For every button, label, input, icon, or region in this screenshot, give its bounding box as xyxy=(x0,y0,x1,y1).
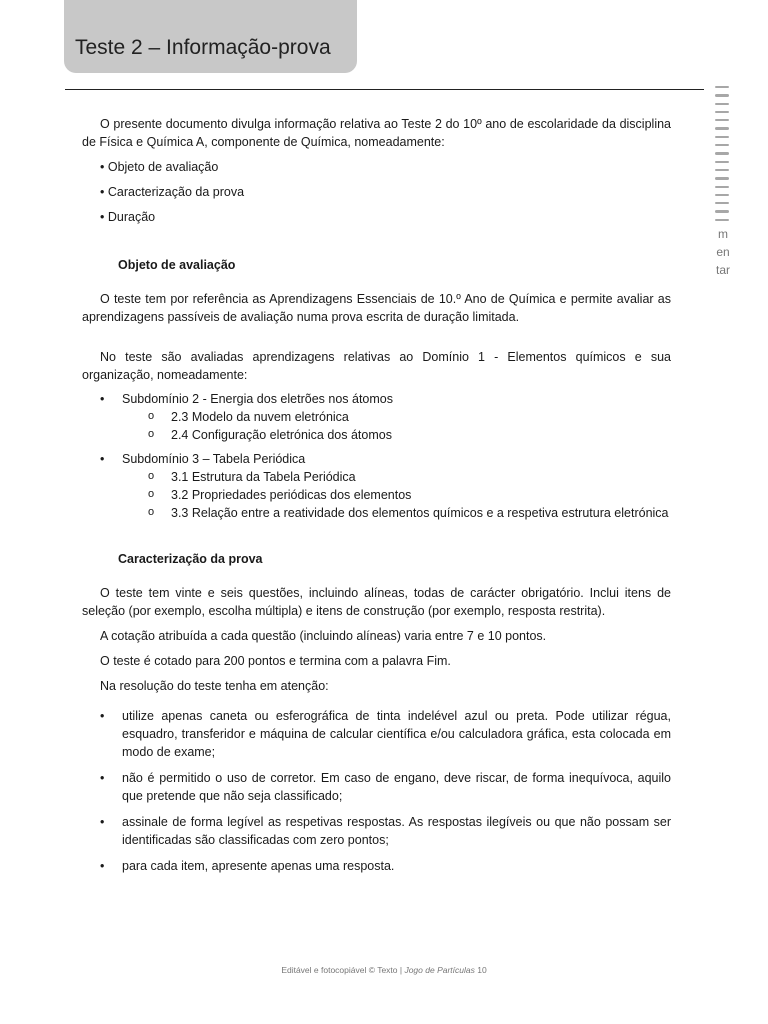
sublist-item: o 3.3 Relação entre a reatividade dos elementos químicos e a respetiva estrutura eletrónica xyxy=(122,504,671,522)
subdomain-item xyxy=(82,450,671,522)
subdomain-item xyxy=(82,390,671,444)
subdomain-sublist xyxy=(122,408,671,444)
side-tab-line: tar xyxy=(715,263,730,277)
subdomain-list xyxy=(82,390,671,522)
objeto-paragraph-1: O teste tem por referência as Aprendizagens Essenciais de 10.º Ano de Química e permite avaliar as aprendizagens passíveis de avaliação numa prova escrita de duração limitada. xyxy=(82,292,671,324)
sublist-item: o 2.3 Modelo da nuvem eletrónica xyxy=(122,408,671,426)
rule-item: • para cada item, apresente apenas uma resposta. xyxy=(82,857,671,875)
list-item: • Objeto de avaliação xyxy=(100,160,219,174)
list-item: • Duração xyxy=(100,210,156,224)
list-item: • Caracterização da prova xyxy=(100,185,245,199)
section-heading-caracterizacao: Caracterização da prova xyxy=(118,552,263,566)
page-footer xyxy=(0,965,768,975)
caracterizacao-paragraph-4: Na resolução do teste tenha em atenção: xyxy=(100,679,329,693)
side-tab-line: m xyxy=(718,227,728,241)
side-tab-label xyxy=(706,225,740,279)
page-title: Teste 2 – Informação-prova xyxy=(75,36,331,59)
rules-list xyxy=(82,707,671,875)
footer-suffix: 10 xyxy=(474,965,487,975)
side-tab-line: en xyxy=(716,245,730,259)
footer-prefix: Editável e fotocopiável © Texto | xyxy=(281,965,405,975)
caracterizacao-paragraph-2: A cotação atribuída a cada questão (incluindo alíneas) varia entre 7 e 10 pontos. xyxy=(100,629,547,643)
footer-book-title: Jogo de Partículas xyxy=(404,965,475,975)
subdomain-title: Subdomínio 3 – Tabela Periódica xyxy=(122,452,306,466)
rule-item: • utilize apenas caneta ou esferográfica de tinta indelével azul ou preta. Pode utilizar régua, esquadro, transferidor e máquina de calcular científica e/ou calculadora gráfica, esta colocada em modo de exame; xyxy=(82,707,671,761)
caracterizacao-paragraph-1: O teste tem vinte e seis questões, incluindo alíneas, todas de carácter obrigatório. Inclui itens de seleção (por exemplo, escolha múltipla) e itens de construção (por exemplo, resposta restrita). xyxy=(82,586,671,618)
sublist-item: o 3.2 Propriedades periódicas dos elementos xyxy=(122,486,671,504)
side-tab-overlapping-text xyxy=(714,86,730,221)
header-rule xyxy=(65,89,704,90)
rule-item: • não é permitido o uso de corretor. Em caso de engano, deve riscar, de forma inequívoca, aquilo que pretende que não seja classificado; xyxy=(82,769,671,805)
objeto-paragraph-2: No teste são avaliadas aprendizagens relativas ao Domínio 1 - Elementos químicos e sua organização, nomeadamente: xyxy=(82,350,671,382)
sublist-item: o 3.1 Estrutura da Tabela Periódica xyxy=(122,468,671,486)
sublist-item: o 2.4 Configuração eletrónica dos átomos xyxy=(122,426,671,444)
caracterizacao-paragraph-3: O teste é cotado para 200 pontos e termina com a palavra Fim. xyxy=(100,654,451,668)
subdomain-title: Subdomínio 2 - Energia dos eletrões nos átomos xyxy=(122,392,393,406)
section-heading-objeto: Objeto de avaliação xyxy=(118,258,236,272)
rule-item: • assinale de forma legível as respetivas respostas. As respostas ilegíveis ou que não possam ser identificadas são classificadas com zero pontos; xyxy=(82,813,671,849)
intro-list xyxy=(82,158,671,226)
subdomain-sublist xyxy=(122,468,671,522)
document-body xyxy=(82,115,671,881)
intro-paragraph: O presente documento divulga informação relativa ao Teste 2 do 10º ano de escolaridade da disciplina de Física e Química A, componente de Química, nomeadamente: xyxy=(82,117,671,149)
